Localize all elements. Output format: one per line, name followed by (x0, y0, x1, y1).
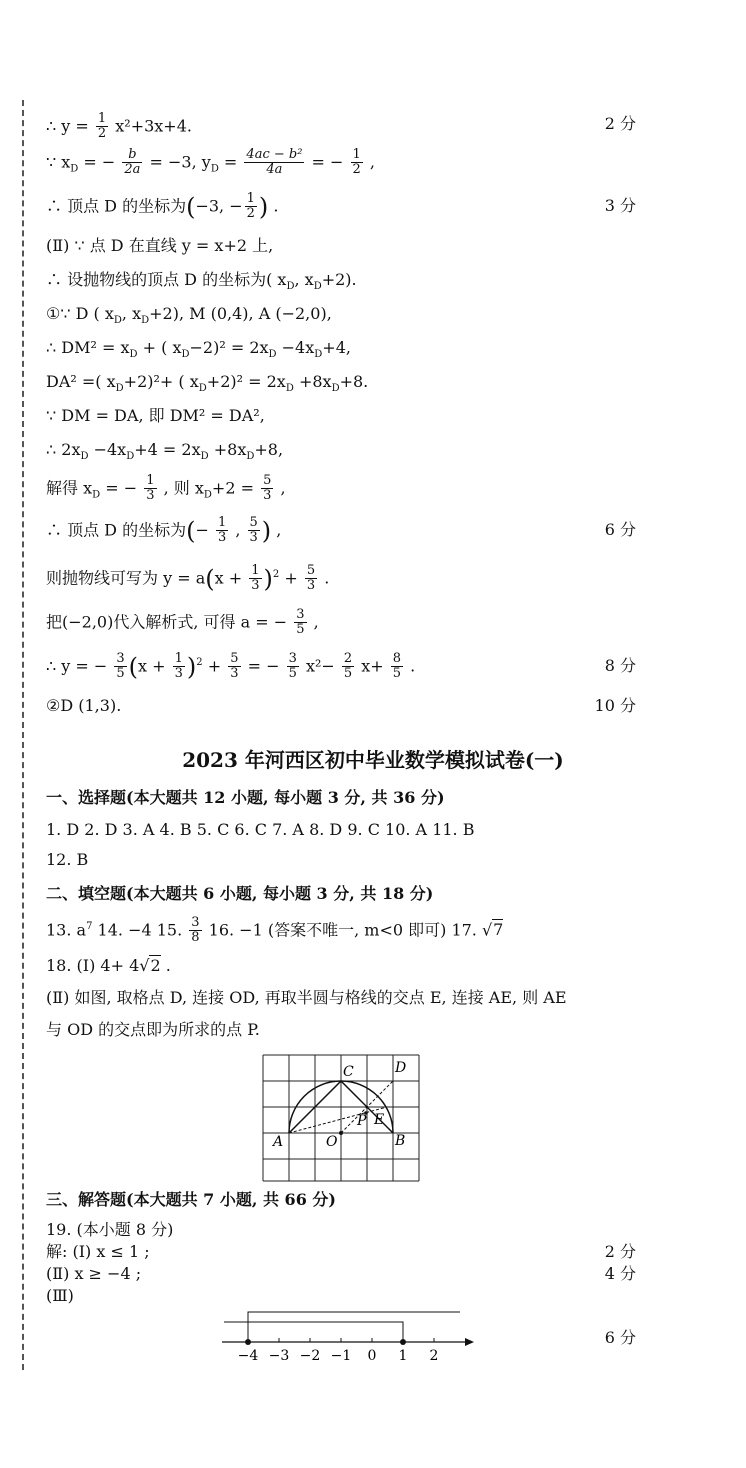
label-c: C (343, 1064, 354, 1080)
score-mark: 6 分 (604, 1328, 636, 1347)
solution-line-11: 解得 $x_D$ = − $\frac{1}{3}$ , 则 $x_D+2$ = $\frac{5}{3}$ , (46, 473, 286, 504)
closed-dot-left (245, 1339, 251, 1345)
solution-line-10: ∴ $2x_D -4x_D+4 = 2x_D +8x_D+8$, (46, 440, 284, 463)
solution-line-12: ∴ 顶点 D 的坐标为(− $\frac{1}{3}$ , $\frac{5}{3}$ ) , (46, 515, 282, 546)
solution-ray-left (224, 1322, 403, 1342)
axis-arrow (465, 1338, 474, 1346)
tick-label: −2 (299, 1348, 321, 1364)
choice-answers-2: 12. B (46, 850, 89, 869)
closed-dot-right (400, 1339, 406, 1345)
grid-semicircle-figure (258, 1050, 428, 1186)
question-19-title: 19. (本小题 8 分) (46, 1220, 174, 1239)
label-b: B (395, 1133, 406, 1149)
solution-ray-right (248, 1312, 460, 1342)
label-p: P (357, 1113, 367, 1129)
solution-line-14: 把(−2,0)代入解析式, 可得 a = − $\frac{3}{5}$ , (46, 607, 319, 638)
exam-title: 2023 年河西区初中毕业数学模拟试卷(一) (182, 748, 564, 772)
fraction: $\frac{b}{2a}$ (124, 147, 141, 178)
score-mark: 3 分 (604, 196, 636, 215)
segment-ae (289, 1107, 387, 1133)
point-o (339, 1131, 343, 1135)
fill-answer-18-ii-line2: 与 OD 的交点即为所求的点 P. (46, 1020, 260, 1039)
solution-line-16: ②D (1,3). (46, 696, 122, 715)
tick-label: 0 (367, 1348, 377, 1364)
solution-line-6: ①∵ D ( $x_D$, $x_D+2$), M (0,4), A (−2,0), (46, 304, 332, 327)
solution-line-13: 则抛物线可写为 y = a(x + $\frac{1}{3}$ )$^2$ + $\frac{5}{3}$ . (46, 563, 330, 594)
tick-label: 2 (429, 1348, 439, 1364)
fill-answer-18-i: 18. (Ⅰ) 4+ 4√2 . (46, 956, 171, 975)
label-d: D (395, 1060, 407, 1076)
label-a: A (273, 1134, 284, 1150)
score-mark: 8 分 (604, 656, 636, 675)
tick-label: −3 (268, 1348, 290, 1364)
score-mark: 4 分 (604, 1264, 636, 1283)
score-mark: 2 分 (604, 114, 636, 133)
choice-answers: 1. D 2. D 3. A 4. B 5. C 6. C 7. A 8. D 9. C 10. A 11. B (46, 820, 475, 839)
fill-answer-18-ii-line1: (Ⅱ) 如图, 取格点 D, 连接 OD, 再取半圆与格线的交点 E, 连接 AE, 则 AE (46, 988, 567, 1007)
score-mark: 10 分 (594, 696, 636, 715)
solution-line-15: ∴ y = − $\frac{3}{5}$ (x + $\frac{1}{3}$ )$^2$ + $\frac{5}{3}$ = − $\frac{3}{5}$ x²− $\frac{2}{5}$ x+ $\frac{8}{5}$ . (46, 651, 416, 682)
question-19-part-ii: (Ⅱ) x ≥ −4 ; (46, 1264, 142, 1283)
fraction: $\frac{1}{2}$ (352, 147, 361, 178)
section-heading-choice: 一、选择题(本大题共 12 小题, 每小题 3 分, 共 36 分) (46, 788, 445, 807)
solution-line-9: ∵ DM = DA, 即 DM² = DA², (46, 406, 265, 425)
section-heading-solve: 三、解答题(本大题共 7 小题, 共 66 分) (46, 1190, 336, 1209)
section-heading-fill: 二、填空题(本大题共 6 小题, 每小题 3 分, 共 18 分) (46, 884, 434, 903)
solution-line-4: (Ⅱ) ∵ 点 D 在直线 y = x+2 上, (46, 236, 274, 255)
score-mark: 6 分 (604, 520, 636, 539)
fill-answers: 13. $a^7$ 14. −4 15. $\frac{3}{8}$ 16. −1 (答案不唯一, m<0 即可) 17. √7 (46, 915, 504, 946)
tick-label: −1 (330, 1348, 352, 1364)
binding-margin-line (22, 100, 24, 1370)
solution-line-2: ∵ $x_D$ = − $\frac{b}{2a}$ = −3, $y_D$ = $\frac{\text{4ac − b²}}{4a}$ = − $\frac{1}{2}$ , (46, 147, 375, 178)
question-19-part-i: 解: (Ⅰ) x ≤ 1 ; (46, 1242, 150, 1261)
tick-label: 1 (398, 1348, 408, 1364)
fraction: $\frac{1}{2}$ (246, 191, 255, 222)
question-19-part-iii: (Ⅲ) (46, 1286, 74, 1305)
solution-line-8: DA² =( $x_D+2)^2+$ ( $x_D+2)^2 = 2x_D +8x_D+8$. (46, 372, 369, 395)
number-line (222, 1306, 478, 1370)
solution-line-1: ∴ y = $\frac{1}{2}$ x²+3x+4. (46, 111, 192, 142)
tick-label: −4 (237, 1348, 259, 1364)
fraction: $\frac{\text{4ac − b²}}{4a}$ (246, 147, 303, 178)
fraction: $\frac{1}{2}$ (97, 111, 107, 142)
score-mark: 2 分 (604, 1242, 636, 1261)
label-o: O (326, 1134, 338, 1150)
solution-line-5: ∴ 设抛物线的顶点 D 的坐标为( $x_D$, $x_D+2$). (46, 270, 357, 293)
solution-line-7: ∴ $DM^2 = x_D$ + ( $x_D-2)^2 = 2x_D -4x_D+4$, (46, 338, 351, 361)
solution-line-3: ∴ 顶点 D 的坐标为(−3, − $\frac{1}{2}$ ) . (46, 191, 279, 222)
label-e: E (374, 1112, 385, 1128)
